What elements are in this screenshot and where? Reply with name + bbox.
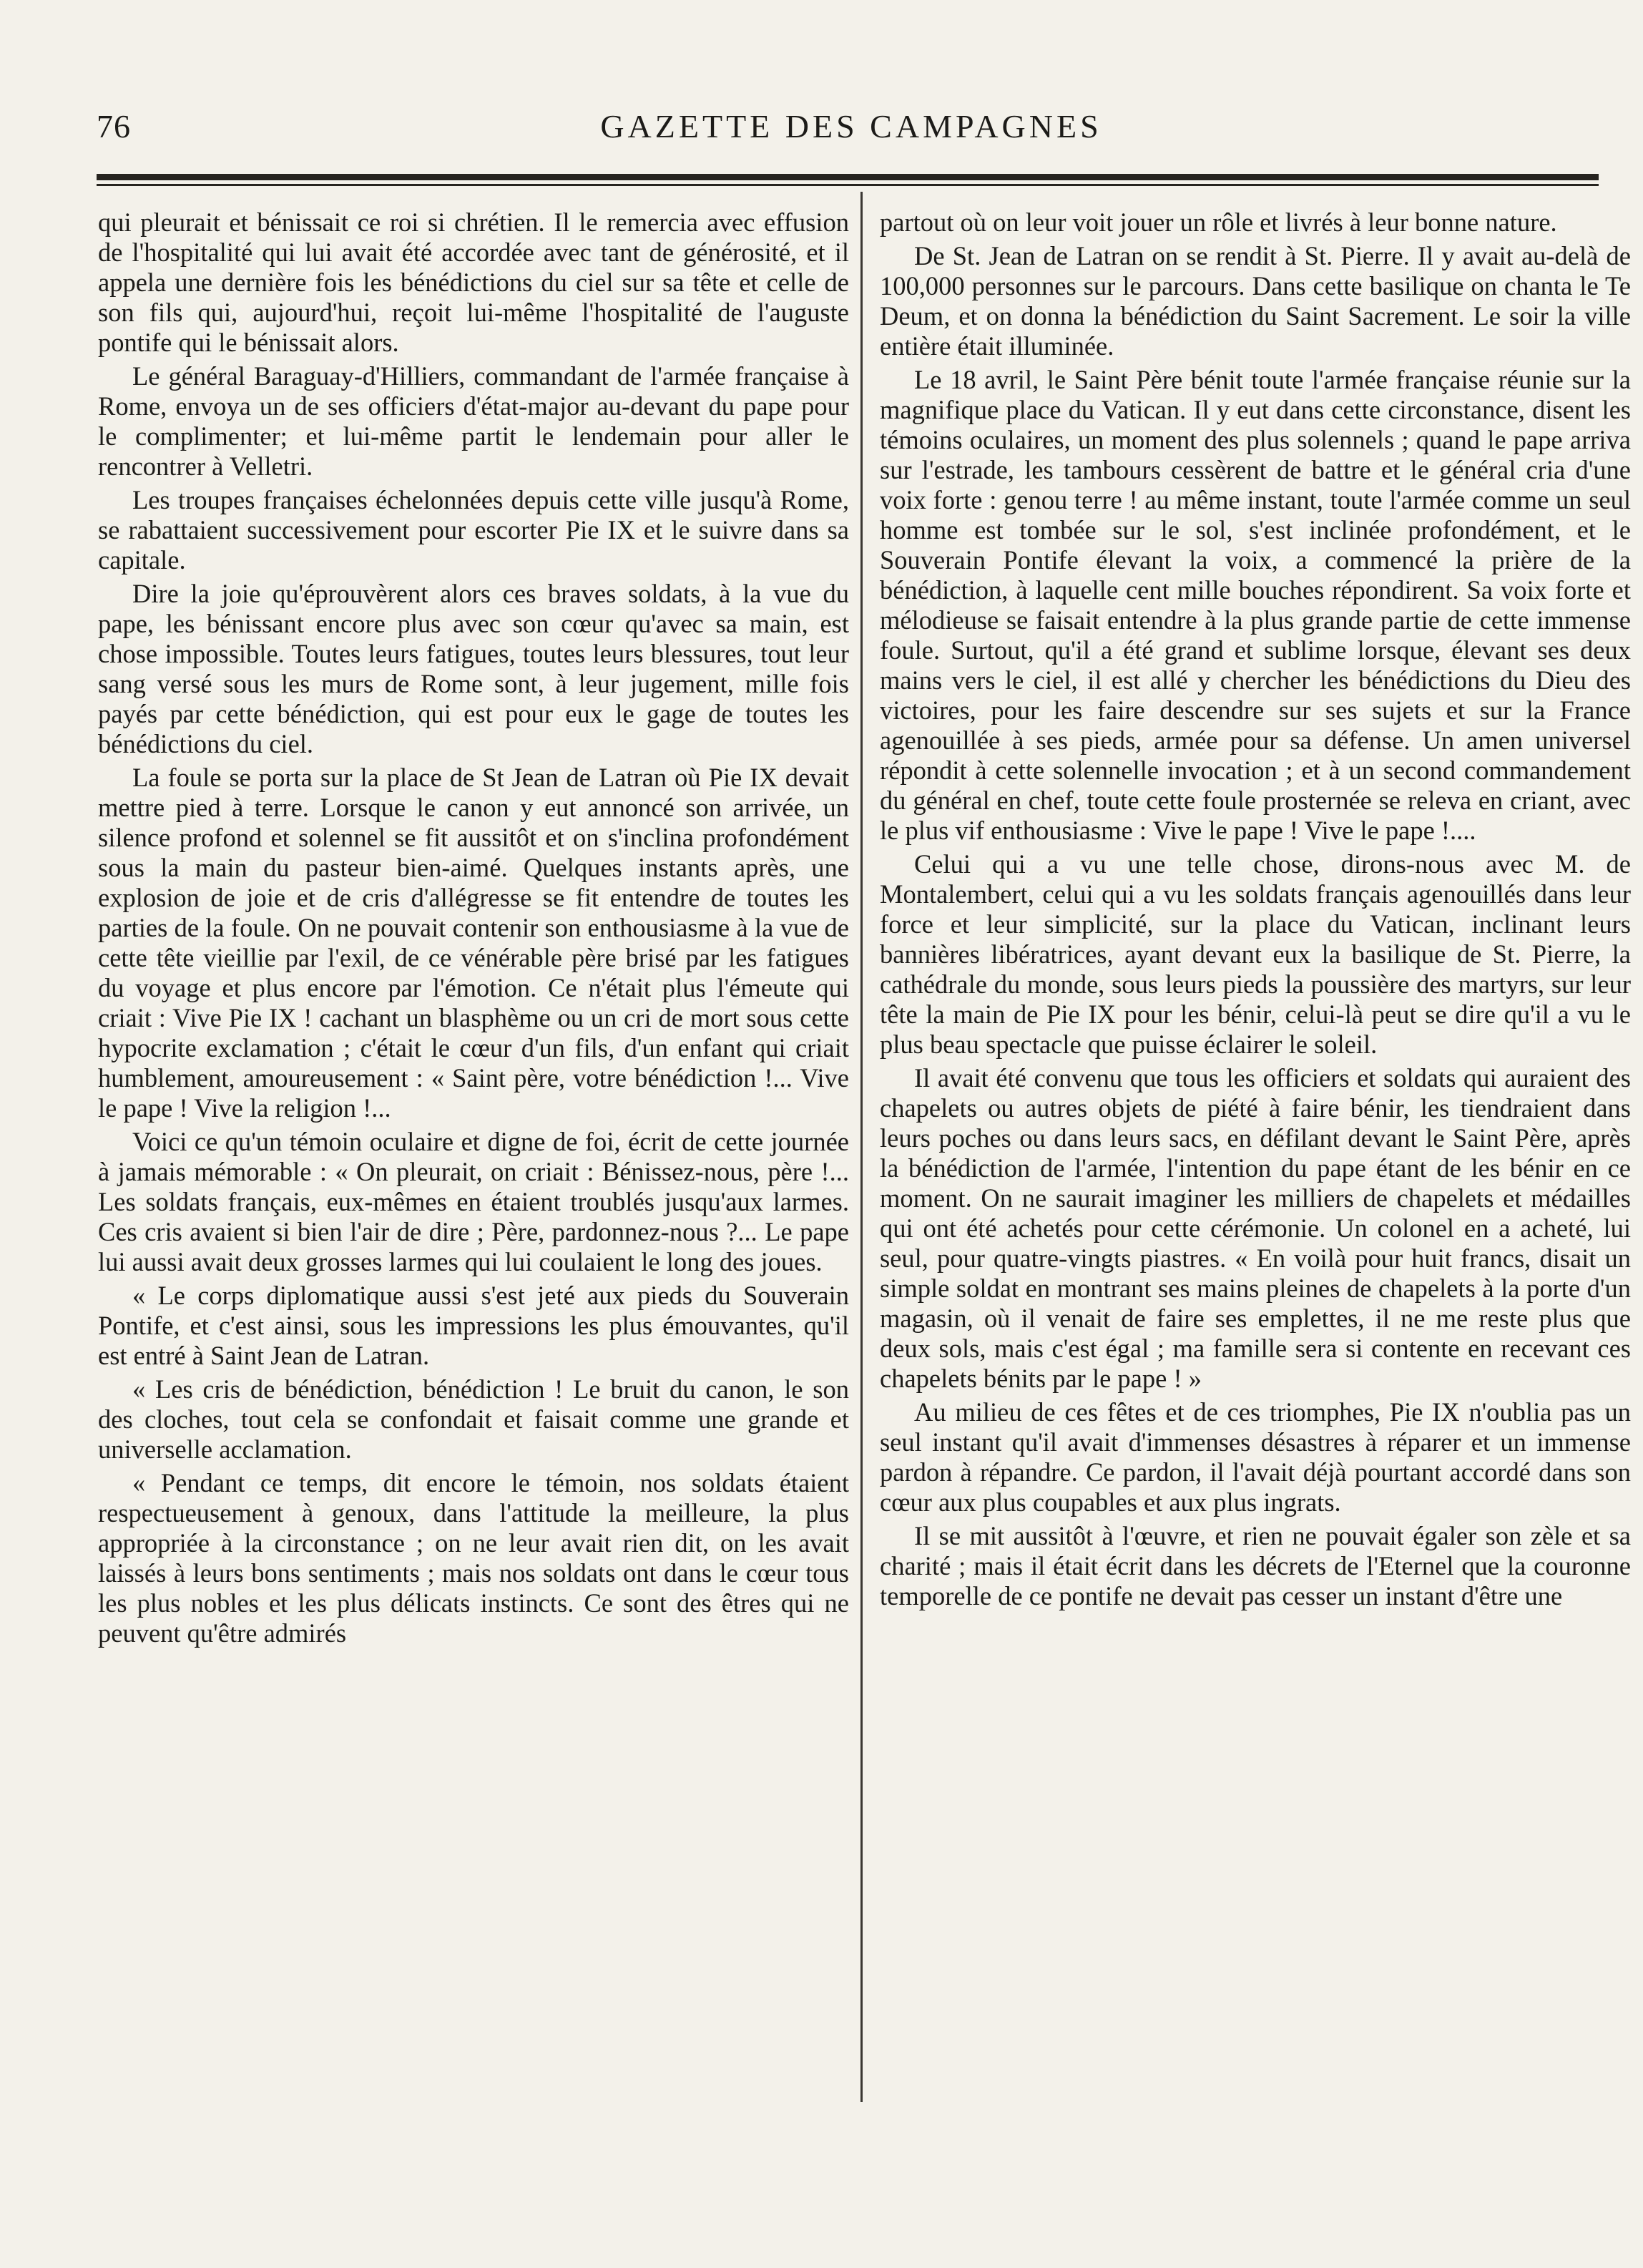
paragraph: Le général Baraguay-d'Hilliers, commandant de l'armée française à Rome, envoya un de ses officiers d'état-major au-devant du pape pour le complimenter; et lui-même partit le lendemain pour aller le rencontrer à Velletri. bbox=[98, 361, 849, 481]
page-number: 76 bbox=[97, 108, 131, 145]
paragraph: « Pendant ce temps, dit encore le témoin, nos soldats étaient respectueusement à genoux, dans l'attitude la meilleure, la plus appropriée à la circonstance ; on ne leur avait rien dit, on les avait laissés à leurs bons sentiments ; mais nos soldats ont dans le cœur tous les plus nobles et les plus délicats instincts. Ce sont des êtres qui ne peuvent qu'être admirés bbox=[98, 1468, 849, 1648]
paragraph: Au milieu de ces fêtes et de ces triomphes, Pie IX n'oublia pas un seul instant qu'il avait d'immenses désastres à réparer et un immense pardon à répandre. Ce pardon, il l'avait déjà pourtant accordé dans son cœur aux plus coupables et aux plus ingrats. bbox=[880, 1397, 1631, 1517]
column-divider bbox=[860, 192, 863, 2102]
paragraph: Dire la joie qu'éprouvèrent alors ces braves soldats, à la vue du pape, les bénissant encore plus avec son cœur qu'avec sa main, est chose impossible. Toutes leurs fatigues, toutes leurs blessures, tout leur sang versé sous les murs de Rome sont, à leur jugement, mille fois payés par cette bénédiction, qui est pour eux le gage de toutes les bénédictions du ciel. bbox=[98, 579, 849, 758]
paragraph: Il avait été convenu que tous les officiers et soldats qui auraient des chapelets ou autres objets de piété à faire bénir, les tiendraient dans leurs poches ou dans leurs sacs, en défilant devant le Saint Père, après la bénédiction de l'armée, l'intention du pape étant de les bénir en ce moment. On ne saurait imaginer les milliers de chapelets et médailles qui ont été achetés pour cette cérémonie. Un colonel en a acheté, lui seul, pour quatre-vingts piastres. « En voilà pour huit francs, disait un simple soldat en montrant ses mains pleines de chapelets à la porte d'un magasin, où il venait de faire ses emplettes, il ne me reste plus que deux sols, mais c'est égal ; ma famille sera si contente en recevant ces chapelets bénits par le pape ! » bbox=[880, 1063, 1631, 1393]
header-rule-thick bbox=[97, 174, 1599, 180]
paragraph: La foule se porta sur la place de St Jean de Latran où Pie IX devait mettre pied à terre. Lorsque le canon y eut annoncé son arrivée, un silence profond et solennel se fit aussitôt et on s'inclina profondément sous la main du pasteur bien-aimé. Quelques instants après, une explosion de joie et de cris d'allégresse se fit entendre de toutes les parties de la foule. On ne pouvait contenir son enthousiasme à la vue de cette tête vieillie par l'exil, de ce vénérable père brisé par les fatigues du voyage et plus encore par l'émotion. Ce n'était plus l'émeute qui criait : Vive Pie IX ! cachant un blasphème ou un cri de mort sous cette hypocrite exclamation ; c'était le cœur d'un fils, d'un enfant qui criait humblement, amoureusement : « Saint père, votre bénédiction !... Vive le pape ! Vive la religion !... bbox=[98, 763, 849, 1123]
left-column bbox=[98, 207, 849, 1652]
paragraph: « Le corps diplomatique aussi s'est jeté aux pieds du Souverain Pontife, et c'est ainsi, sous les impressions les plus émouvantes, qu'il est entré à Saint Jean de Latran. bbox=[98, 1281, 849, 1370]
paragraph: « Les cris de bénédiction, bénédiction ! Le bruit du canon, le son des cloches, tout cela se confondait et faisait comme une grande et universelle acclamation. bbox=[98, 1374, 849, 1464]
paragraph: Celui qui a vu une telle chose, dirons-nous avec M. de Montalembert, celui qui a vu les soldats français agenouillés dans leur force et leur simplicité, sur la place du Vatican, inclinant leurs bannières libératrices, ayant devant eux la basilique de St. Pierre, la cathédrale du monde, sous leurs pieds la poussière des martyrs, sur leur tête la main de Pie IX pour les bénir, celui-là peut se dire qu'il a vu le plus beau spectacle que puisse éclairer le soleil. bbox=[880, 849, 1631, 1059]
paragraph: partout où on leur voit jouer un rôle et livrés à leur bonne nature. bbox=[880, 207, 1557, 237]
paragraph: qui pleurait et bénissait ce roi si chrétien. Il le remercia avec effusion de l'hospitalité qui lui avait été accordée avec tant de générosité, et il appela une dernière fois les bénédictions du ciel sur sa tête et celle de son fils qui, aujourd'hui, reçoit lui-même l'hospitalité de l'auguste pontife qui le bénissait alors. bbox=[98, 207, 849, 357]
paragraph: Voici ce qu'un témoin oculaire et digne de foi, écrit de cette journée à jamais mémorable : « On pleurait, on criait : Bénissez-nous, père !... Les soldats français, eux-mêmes en étaient troublés jusqu'aux larmes. Ces cris avaient si bien l'air de dire ; Père, pardonnez-nous ?... Le pape lui aussi avait deux grosses larmes qui lui coulaient le long des joues. bbox=[98, 1127, 849, 1276]
page-header bbox=[97, 107, 1606, 165]
paragraph: De St. Jean de Latran on se rendit à St. Pierre. Il y avait au-delà de 100,000 personnes sur le parcours. Dans cette basilique on chanta le Te Deum, et on donna la bénédiction du Saint Sacrement. Le soir la ville entière était illuminée. bbox=[880, 241, 1631, 361]
paragraph: Le 18 avril, le Saint Père bénit toute l'armée française réunie sur la magnifique place du Vatican. Il y eut dans cette circonstance, disent les témoins oculaires, un moment des plus solennels ; quand le pape arriva sur l'estrade, les tambours cessèrent de battre et le général cria d'une voix forte : genou terre ! au même instant, toute l'armée comme un seul homme est tombée sur le sol, s'est inclinée profondément, et le Souverain Pontife élevant la voix, a commencé la prière de la bénédiction, à laquelle cent mille bouches répondirent. Sa voix forte et mélodieuse se faisait entendre à la plus grande partie de cette immense foule. Surtout, qu'il a été grand et sublime lorsque, élevant ses deux mains vers le ciel, il est allé y chercher les bénédictions du Dieu des victoires, pour les faire descendre sur ses sujets et sur la France agenouillée à ses pieds, armée pour sa défense. Un amen universel répondit à cette solennelle invocation ; et à un second commandement du général en chef, toute cette foule prosternée se releva en criant, avec le plus vif enthousiasme : Vive le pape ! Vive le pape !.... bbox=[880, 365, 1631, 845]
right-column bbox=[880, 207, 1631, 1615]
paragraph: Les troupes françaises échelonnées depuis cette ville jusqu'à Rome, se rabattaient successivement pour escorter Pie IX et le suivre dans sa capitale. bbox=[98, 485, 849, 575]
running-title: GAZETTE DES CAMPAGNES bbox=[600, 108, 1102, 145]
paragraph: Il se mit aussitôt à l'œuvre, et rien ne pouvait égaler son zèle et sa charité ; mais il était écrit dans les décrets de l'Eternel que la couronne temporelle de ce pontife ne devait pas cesser un instant d'être une bbox=[880, 1521, 1631, 1610]
header-rule-thin bbox=[97, 184, 1599, 186]
